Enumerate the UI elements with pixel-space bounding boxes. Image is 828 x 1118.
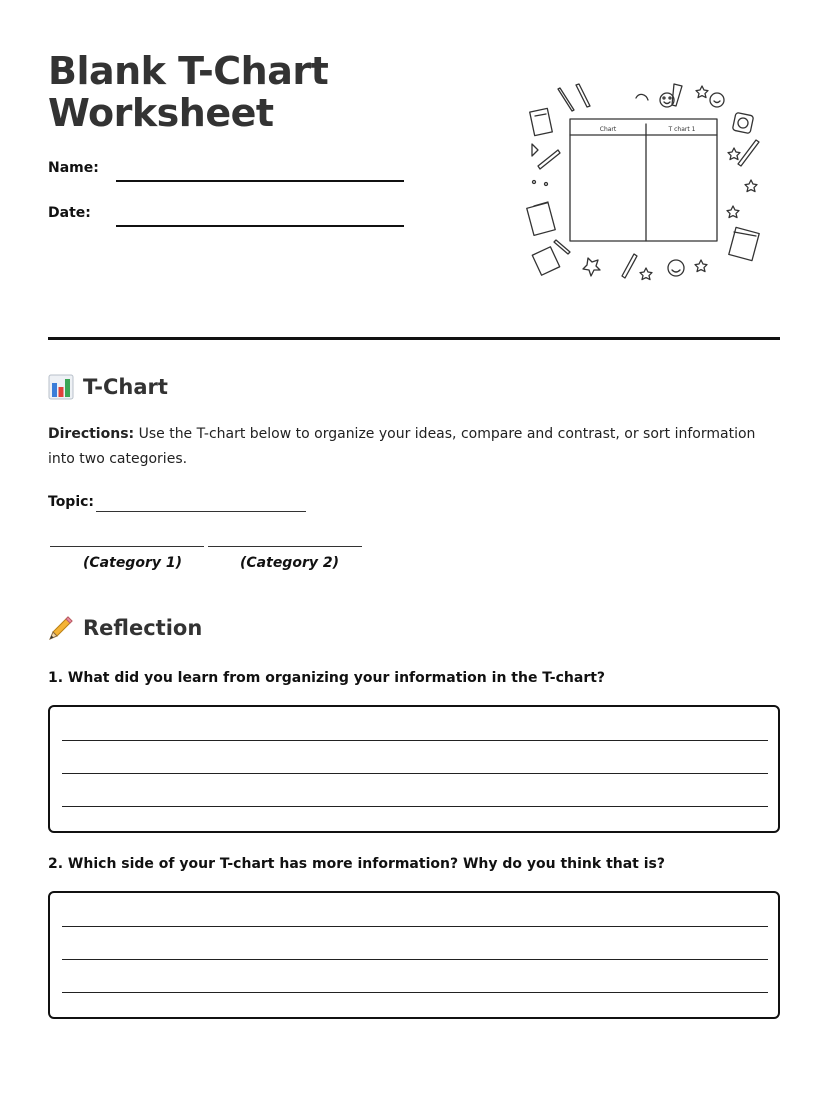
title-line-1: Blank T-Chart [48, 49, 329, 93]
pencil-icon [558, 84, 590, 111]
section-divider [48, 337, 780, 340]
tchart-heading [48, 374, 168, 400]
splat-icon [583, 258, 600, 276]
page-title [48, 50, 328, 134]
directions-body: Use the T-chart below to organize your ideas, compare and contrast, or sort information into two categories. [48, 426, 756, 467]
category-1-field[interactable] [50, 546, 204, 547]
question-1: 1. What did you learn from organizing your information in the T-chart? [48, 670, 606, 686]
category-1-label: (Category 1) [83, 555, 182, 571]
answer-line [62, 740, 768, 741]
answer-box-2[interactable] [48, 891, 780, 1019]
pencil-icon [738, 140, 759, 166]
clock-icon [732, 112, 753, 133]
notepad-icon [530, 108, 553, 135]
date-label: Date: [48, 205, 91, 221]
directions-text [48, 422, 778, 472]
star-icon [745, 180, 757, 192]
answer-line [62, 806, 768, 807]
dot-icon [533, 181, 536, 184]
name-label: Name: [48, 160, 99, 176]
pencil-icon [48, 615, 74, 641]
pencil-icon [554, 240, 570, 254]
category-2-label: (Category 2) [240, 555, 339, 571]
answer-line [62, 992, 768, 993]
answer-box-1[interactable] [48, 705, 780, 833]
answer-line [62, 959, 768, 960]
smiley-icon [668, 260, 684, 276]
reflection-heading [48, 615, 202, 641]
leaf-icon [636, 94, 648, 100]
clipart-chart-frame [570, 119, 717, 241]
answer-line [62, 773, 768, 774]
directions-label: Directions: [48, 426, 135, 442]
dot-icon [545, 183, 548, 186]
notebook-icon [729, 227, 759, 260]
topic-field[interactable] [96, 511, 306, 512]
notepad-icon [532, 247, 559, 275]
name-field[interactable] [116, 180, 404, 182]
title-line-2: Worksheet [48, 91, 274, 135]
category-2-field[interactable] [208, 546, 362, 547]
star-icon [728, 148, 740, 160]
date-field[interactable] [116, 225, 404, 227]
topic-label: Topic: [48, 494, 95, 510]
star-icon [695, 260, 707, 272]
scissors-icon [532, 144, 538, 156]
clipart-left-header: Chart [599, 126, 617, 133]
reflection-heading-text: Reflection [83, 616, 203, 640]
notebook-icon [527, 202, 555, 235]
question-2: 2. Which side of your T-chart has more information? Why do you think that is? [48, 856, 665, 872]
star-icon [696, 86, 708, 98]
star-icon [727, 206, 739, 218]
tchart-heading-text: T-Chart [83, 375, 168, 399]
bar-chart-icon [48, 374, 74, 400]
smiley-icon [710, 93, 724, 107]
pencil-icon [622, 254, 637, 278]
t-chart-clipart [524, 80, 774, 285]
pencil-icon [538, 150, 560, 169]
answer-line [62, 926, 768, 927]
star-icon [640, 268, 652, 280]
clipart-right-header: T chart 1 [668, 126, 696, 133]
